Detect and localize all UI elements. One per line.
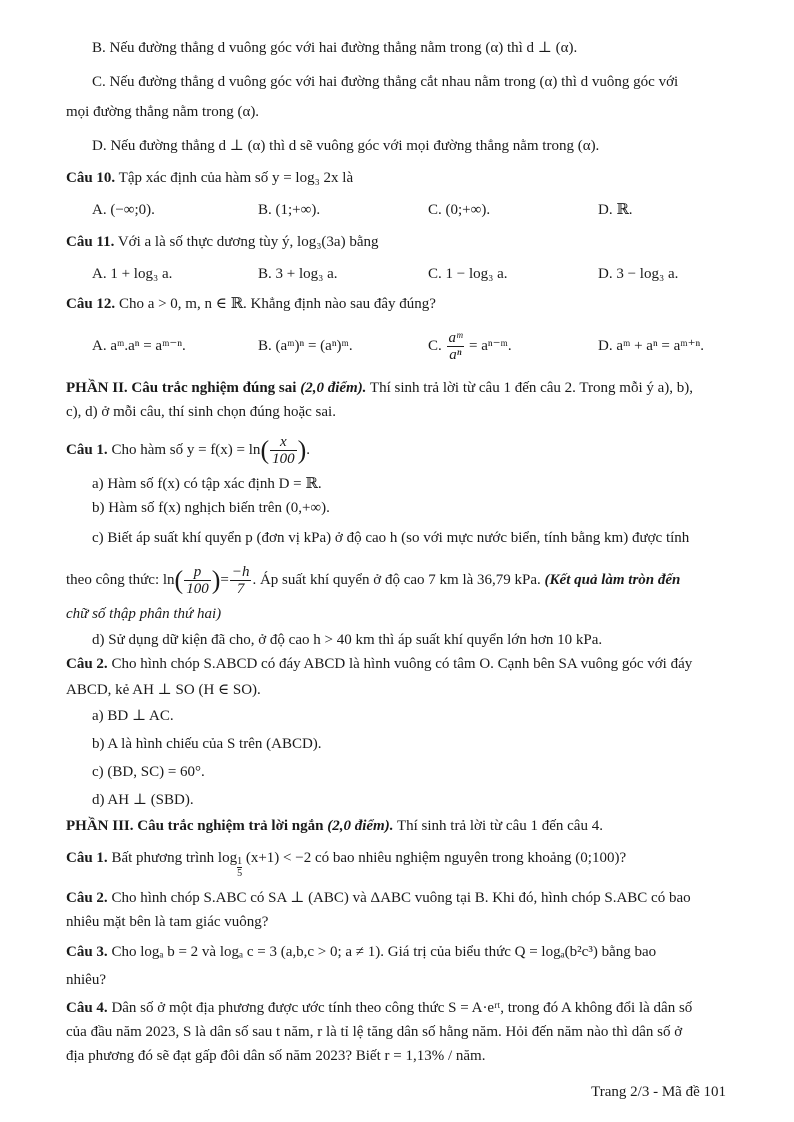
q12-option-c-rhs: = aⁿ⁻ᵐ. <box>469 338 512 354</box>
p3q3-line1 <box>66 942 656 962</box>
p2q2-c: c) (BD, SC) = 60°. <box>92 764 205 780</box>
q10-option-b: B. (1;+∞). <box>258 202 321 218</box>
q12-option-c-denominator: aⁿ <box>449 347 462 364</box>
q10-option-a: A. (−∞;0). <box>92 202 155 218</box>
p3q3-label: Câu 3. <box>66 944 108 960</box>
p3q3-text-line1: Cho logₐ b = 2 và logₐ c = 3 (a,b,c > 0; a ≠ 1). Giá trị của biểu thức Q = logₐ(b²c³) bằng bao <box>111 944 657 960</box>
p3q3-line2: nhiêu? <box>66 972 106 988</box>
p3q4-line3: địa phương đó sẽ đạt gấp đôi dân số năm 2023? Biết r = 1,13% / năm. <box>66 1048 486 1064</box>
p3q2-line1 <box>66 888 691 908</box>
q10-text: Tập xác định của hàm số y = log₃ 2x là <box>118 170 354 186</box>
left-paren-icon: ( <box>260 435 270 465</box>
q12-option-d: D. aᵐ + aⁿ = aᵐ⁺ⁿ. <box>598 338 705 354</box>
part2-points: (2,0 điểm). <box>300 380 367 396</box>
p2q2-a: a) BD ⊥ AC. <box>92 708 174 724</box>
part2-intro-line1 <box>66 378 693 398</box>
p3q2-line2: nhiêu mặt bên là tam giác vuông? <box>66 914 269 930</box>
q12-text: Cho a > 0, m, n ∈ ℝ. Khẳng định nào sau đây đúng? <box>118 296 436 312</box>
q9-option-c-line2: mọi đường thẳng nằm trong (α). <box>66 104 260 120</box>
p3q4-line1 <box>66 998 692 1018</box>
p2q2-stem-line1 <box>66 654 692 674</box>
p3q2-label: Câu 2. <box>66 890 108 906</box>
p2q1-c-formula-prefix: theo công thức: ln <box>66 572 175 588</box>
part2-intro-text: Thí sinh trả lời từ câu 1 đến câu 2. Trong mỗi ý a), b), <box>369 380 694 396</box>
q12-option-c-fraction <box>447 330 465 363</box>
q11-stem <box>66 232 378 252</box>
p3q1-text-pre: Bất phương trình log <box>111 850 238 866</box>
p3q1-log-base-denominator: 5 <box>237 868 243 879</box>
q11-text: Với a là số thực dương tùy ý, log₃(3a) bằng <box>117 234 379 250</box>
p2q2-stem-line2: ABCD, kẻ AH ⊥ SO (H ∈ SO). <box>66 682 261 698</box>
q12-stem <box>66 294 436 314</box>
p3q1-stem <box>66 838 626 879</box>
left-paren-icon: ( <box>174 565 184 595</box>
q11-label: Câu 11. <box>66 234 115 250</box>
page-footer: Trang 2/3 - Mã đề 101 <box>591 1084 726 1100</box>
q11-option-a: A. 1 + log₃ a. <box>92 266 173 282</box>
p2q1-c-fraction2-denominator: 7 <box>236 581 245 598</box>
p2q1-c-fraction2-numerator: −h <box>231 564 250 581</box>
p2q1-stem: Câu 1. Cho hàm số y = f(x) = ln( $\frac{x}{100}$ ). <box>66 434 311 468</box>
p2q2-label: Câu 2. <box>66 656 108 672</box>
q10-option-c: C. (0;+∞). <box>428 202 491 218</box>
p3q1-label: Câu 1. <box>66 850 108 866</box>
right-paren-icon: ) <box>297 435 307 465</box>
q10-label: Câu 10. <box>66 170 116 186</box>
q10-option-d: D. ℝ. <box>598 202 633 218</box>
q12-option-a: A. aᵐ.aⁿ = aᵐ⁻ⁿ. <box>92 338 186 354</box>
p2q1-c-note2: chữ số thập phân thứ hai) <box>66 606 222 622</box>
q12-option-c-prefix: C. <box>428 338 442 354</box>
part3-points: (2,0 điểm). <box>327 818 394 834</box>
p2q1-denominator: 100 <box>272 451 295 468</box>
right-paren-icon: ) <box>211 565 221 595</box>
p2q2-text-line1: Cho hình chóp S.ABCD có đáy ABCD là hình vuông có tâm O. Cạnh bên SA vuông góc với đáy <box>111 656 693 672</box>
q9-option-c-line1: C. Nếu đường thẳng d vuông góc với hai đường thẳng cắt nhau nằm trong (α) thì d vuông góc với <box>92 74 679 90</box>
q12-option-c-numerator: aᵐ <box>448 330 463 347</box>
part3-intro <box>66 816 603 836</box>
p2q1-c-fraction1-numerator: p <box>184 564 211 581</box>
p3q1-text-post: (x+1) < −2 có bao nhiêu nghiệm nguyên trong khoảng (0;100)? <box>245 850 627 866</box>
p3q2-text-line1: Cho hình chóp S.ABC có SA ⊥ (ABC) và ΔABC vuông tại B. Khi đó, hình chóp S.ABC có bao <box>111 890 691 906</box>
p3q4-text-line1: Dân số ở một địa phương được ước tính theo công thức S = A·eʳᵗ, trong đó A không đổi là dân số <box>111 1000 693 1016</box>
p2q1-c-fraction1-denominator: 100 <box>186 581 209 598</box>
p2q1-text: Cho hàm số y = f(x) = ln <box>111 442 261 458</box>
p2q1-a: a) Hàm số f(x) có tập xác định D = ℝ. <box>92 476 322 492</box>
q9-option-d: D. Nếu đường thẳng d ⊥ (α) thì d sẽ vuông góc với mọi đường thẳng nằm trong (α). <box>92 138 600 154</box>
q11-option-b: B. 3 + log₃ a. <box>258 266 338 282</box>
p2q2-b: b) A là hình chiếu của S trên (ABCD). <box>92 736 322 752</box>
p2q1-c-line2: theo công thức: ln( $\frac{p}{100}$ )= $\frac{-h}{7}$ . Áp suất khí quyển ở độ cao 7 km là 36,79 kPa. (Kết quả làm tròn đến <box>66 564 681 598</box>
p2q1-d: d) Sử dụng dữ kiện đã cho, ở độ cao h > 40 km thì áp suất khí quyển lớn hơn 10 kPa. <box>92 632 603 648</box>
q11-option-c: C. 1 − log₃ a. <box>428 266 508 282</box>
p2q1-c-fraction2 <box>230 564 252 597</box>
p2q1-c-note1: (Kết quả làm tròn đến <box>544 572 681 588</box>
q9-option-b: B. Nếu đường thẳng d vuông góc với hai đường thẳng nằm trong (α) thì d ⊥ (α). <box>92 40 578 56</box>
p2q1-c-formula-post: . Áp suất khí quyển ở độ cao 7 km là 36,79 kPa. <box>252 572 541 588</box>
part3-heading: PHẦN III. Câu trắc nghiệm trả lời ngắn <box>66 818 324 834</box>
part2-intro-line2: c), d) ở mỗi câu, thí sinh chọn đúng hoặc sai. <box>66 404 336 420</box>
p2q1-c-line1: c) Biết áp suất khí quyển p (đơn vị kPa) ở độ cao h (so với mực nước biển, tính bằng km) được tính <box>92 530 690 546</box>
q12-label: Câu 12. <box>66 296 116 312</box>
part2-heading: PHẦN II. Câu trắc nghiệm đúng sai <box>66 380 297 396</box>
q12-option-b: B. (aᵐ)ⁿ = (aⁿ)ᵐ. <box>258 338 353 354</box>
p2q1-b: b) Hàm số f(x) nghịch biến trên (0,+∞). <box>92 500 330 516</box>
p3q1-log-base <box>237 856 242 879</box>
p2q2-d: d) AH ⊥ (SBD). <box>92 792 194 808</box>
p3q4-line2: của đầu năm 2023, S là dân số sau t năm, r là tỉ lệ tăng dân số hằng năm. Hỏi đến năm nào thì dân số ở <box>66 1024 683 1040</box>
p2q1-numerator: x <box>270 434 297 451</box>
p3q4-label: Câu 4. <box>66 1000 108 1016</box>
part3-intro-text: Thí sinh trả lời từ câu 1 đến câu 4. <box>396 818 603 834</box>
p3q1-log-base-numerator: 1 <box>237 856 243 867</box>
q11-option-d: D. 3 − log₃ a. <box>598 266 679 282</box>
p2q1-label: Câu 1. <box>66 442 108 458</box>
p2q1-c-fraction1 <box>184 564 211 597</box>
q12-option-c <box>428 324 512 368</box>
q10-stem <box>66 168 353 188</box>
p2q1-fraction <box>270 434 297 467</box>
